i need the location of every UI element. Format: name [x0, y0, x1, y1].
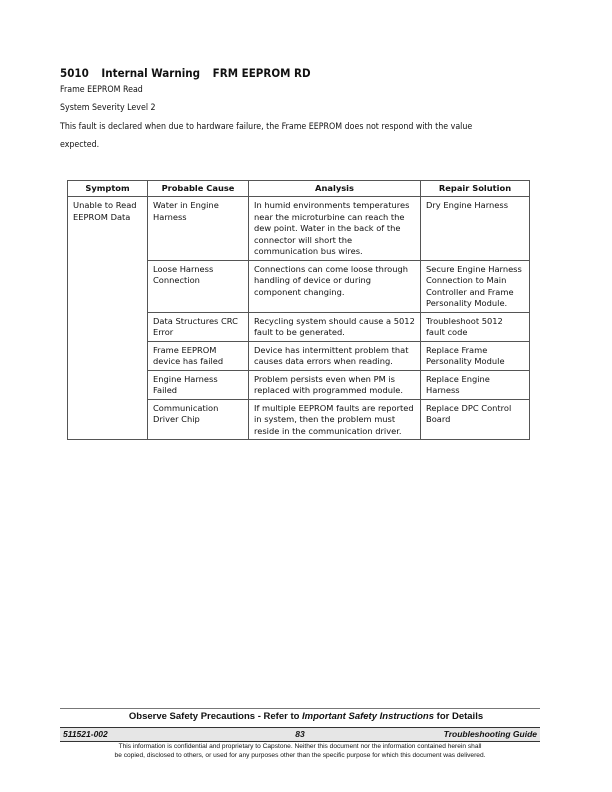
section-heading [60, 66, 311, 80]
fault-code: 5010 [60, 66, 89, 80]
solution-cell: Dry Engine Harness [421, 197, 530, 261]
safety-suffix: for Details [434, 711, 484, 722]
cause-cell: Water in Engine Harness [148, 197, 249, 261]
confidentiality-notice [60, 743, 540, 760]
header-symptom: Symptom [68, 181, 148, 197]
troubleshooting-table [67, 180, 530, 440]
solution-cell: Replace Frame Personality Module [421, 341, 530, 370]
header-probable-cause: Probable Cause [148, 181, 249, 197]
severity-level: System Severity Level 2 [60, 103, 156, 113]
solution-cell: Secure Engine Harness Connection to Main Controller and Frame Personality Module. [421, 260, 530, 312]
fault-title: Internal Warning [101, 66, 201, 80]
page-number: 83 [295, 729, 305, 739]
cause-cell: Data Structures CRC Error [148, 312, 249, 341]
header-analysis: Analysis [249, 181, 421, 197]
footer-divider [60, 708, 540, 709]
cause-cell: Loose Harness Connection [148, 260, 249, 312]
confidential-line-1: This information is confidential and proprietary to Capstone. Neither this document nor the information contained herein shall [118, 743, 482, 750]
fault-name: Frame EEPROM Read [60, 85, 143, 95]
description-line-1: This fault is declared when due to hardware failure, the Frame EEPROM does not respond with the value [60, 122, 473, 132]
analysis-cell: Connections can come loose through handling of device or during component changing. [249, 260, 421, 312]
cause-cell: Engine Harness Failed [148, 370, 249, 399]
analysis-cell: In humid environments temperatures near the microturbine can reach the dew point. Water in the back of the connector will short the communication bus wires. [249, 197, 421, 261]
safety-notice [0, 711, 612, 722]
description-line-2: expected. [60, 140, 100, 150]
solution-cell: Replace Engine Harness [421, 370, 530, 399]
analysis-cell: Device has intermittent problem that causes data errors when reading. [249, 341, 421, 370]
analysis-cell: If multiple EEPROM faults are reported in system, then the problem must reside in the communication driver. [249, 399, 421, 440]
table-row [68, 197, 530, 261]
document-number: 511521-002 [63, 729, 108, 739]
solution-cell: Troubleshoot 5012 fault code [421, 312, 530, 341]
fault-subtitle: FRM EEPROM RD [212, 66, 311, 80]
safety-reference-link: Important Safety Instructions [302, 711, 435, 722]
solution-cell: Replace DPC Control Board [421, 399, 530, 440]
table-header-row [68, 181, 530, 197]
header-repair-solution: Repair Solution [421, 181, 530, 197]
guide-title: Troubleshooting Guide [443, 729, 537, 739]
analysis-cell: Recycling system should cause a 5012 fault to be generated. [249, 312, 421, 341]
footer-bar [60, 727, 540, 742]
analysis-cell: Problem persists even when PM is replaced with programmed module. [249, 370, 421, 399]
safety-prefix: Observe Safety Precautions - Refer to [128, 711, 303, 722]
symptom-cell: Unable to Read EEPROM Data [68, 197, 148, 440]
cause-cell: Frame EEPROM device has failed [148, 341, 249, 370]
confidential-line-2: be copied, disclosed to others, or used for any purposes other than the specific purpose for which this document was delivered. [114, 751, 486, 759]
cause-cell: Communication Driver Chip [148, 399, 249, 440]
